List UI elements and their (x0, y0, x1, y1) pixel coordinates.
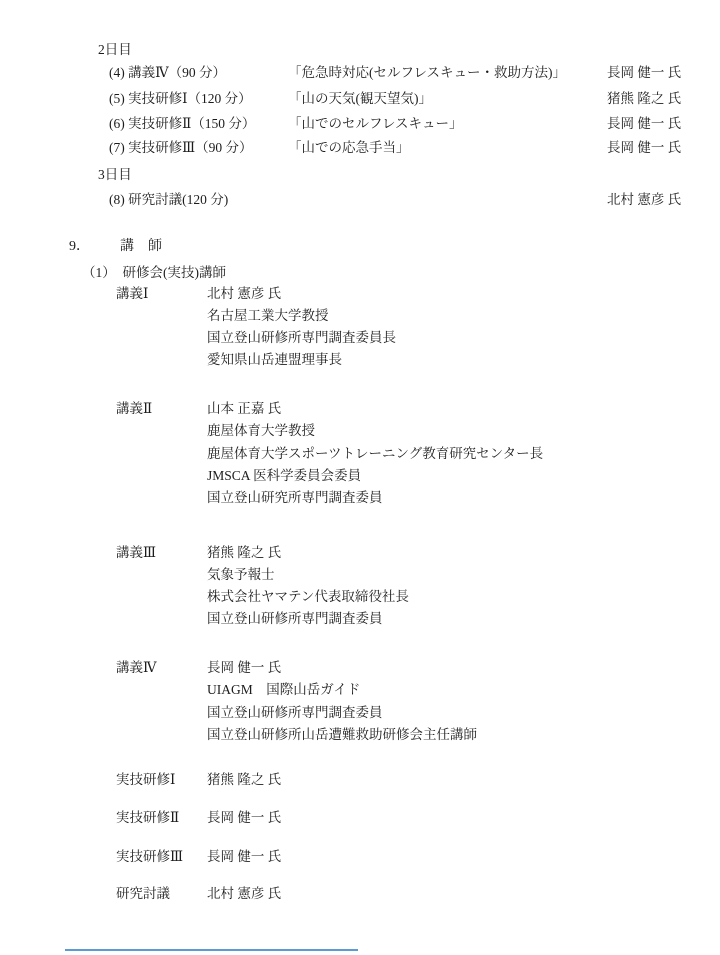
schedule-item: (7) 実技研修Ⅲ（90 分） (109, 140, 253, 155)
day3-heading: 3日目 (98, 167, 132, 182)
schedule-item: (8) 研究討議(120 分) (109, 192, 229, 207)
lecture-title: 「山でのセルフレスキュー」 (288, 116, 463, 131)
footer-blue-line (65, 949, 358, 951)
profile-line: 北村 憲彦 氏 (207, 286, 282, 301)
profile-line: 愛知県山岳連盟理事長 (207, 352, 342, 367)
profile-label: 講義Ⅳ (116, 660, 157, 675)
assignment-label: 実技研修Ⅲ (116, 849, 184, 864)
instructor-name: 北村 憲彦 氏 (607, 192, 682, 207)
day2-heading: 2日目 (98, 42, 132, 57)
profile-line: UIAGM 国際山岳ガイド (207, 682, 361, 697)
assignment-label: 実技研修Ⅱ (116, 810, 180, 825)
profile-line: 株式会社ヤマテン代表取締役社長 (207, 589, 409, 604)
schedule-item: (6) 実技研修Ⅱ（150 分） (109, 116, 256, 131)
assignment-instructor: 猪熊 隆之 氏 (207, 772, 282, 787)
profile-line: 長岡 健一 氏 (207, 660, 282, 675)
profile-line: 猪熊 隆之 氏 (207, 545, 282, 560)
instructor-name: 長岡 健一 氏 (607, 140, 682, 155)
assignment-label: 実技研修Ⅰ (116, 772, 176, 787)
instructor-name: 猪熊 隆之 氏 (607, 91, 682, 106)
profile-label: 講義Ⅲ (116, 545, 157, 560)
section-title: 講 師 (120, 239, 162, 254)
profile-line: 名古屋工業大学教授 (207, 308, 329, 323)
assignment-label: 研究討議 (116, 886, 170, 901)
schedule-row (0, 61, 720, 79)
instructor-name: 長岡 健一 氏 (607, 65, 682, 80)
profile-line: JMSCA 医科学委員会委員 (207, 468, 362, 483)
assignment-instructor: 北村 憲彦 氏 (207, 886, 282, 901)
schedule-row (0, 188, 720, 206)
profile-label: 講義Ⅰ (116, 286, 149, 301)
profile-line: 国立登山研修所専門調査委員 (207, 611, 383, 626)
schedule-row (0, 136, 720, 154)
profile-line: 鹿屋体育大学スポーツトレーニング教育研究センター長 (207, 446, 544, 461)
profile-line: 国立登山研修所専門調査委員 (207, 705, 383, 720)
lecture-title: 「危急時対応(セルフレスキュー・救助方法)」 (288, 65, 567, 80)
instructor-name: 長岡 健一 氏 (607, 116, 682, 131)
schedule-row (0, 87, 720, 105)
profile-line: 国立登山研修所専門調査委員長 (207, 330, 396, 345)
assignment-instructor: 長岡 健一 氏 (207, 849, 282, 864)
lecture-title: 「山の天気(観天望気)」 (288, 91, 432, 106)
profile-line: 山本 正嘉 氏 (207, 401, 282, 416)
profile-line: 気象予報士 (207, 567, 275, 582)
schedule-item: (5) 実技研修Ⅰ（120 分） (109, 91, 252, 106)
profile-line: 国立登山研究所専門調査委員 (207, 490, 383, 505)
assignment-instructor: 長岡 健一 氏 (207, 810, 282, 825)
profile-label: 講義Ⅱ (116, 401, 153, 416)
schedule-item: (4) 講義Ⅳ（90 分） (109, 65, 226, 80)
lecture-title: 「山での応急手当」 (288, 140, 410, 155)
schedule-row (0, 112, 720, 130)
subsection-heading: （1） 研修会(実技)講師 (82, 265, 226, 280)
profile-line: 鹿屋体育大学教授 (207, 423, 315, 438)
section-number: 9． (69, 239, 90, 254)
profile-line: 国立登山研修所山岳遭難救助研修会主任講師 (207, 727, 477, 742)
